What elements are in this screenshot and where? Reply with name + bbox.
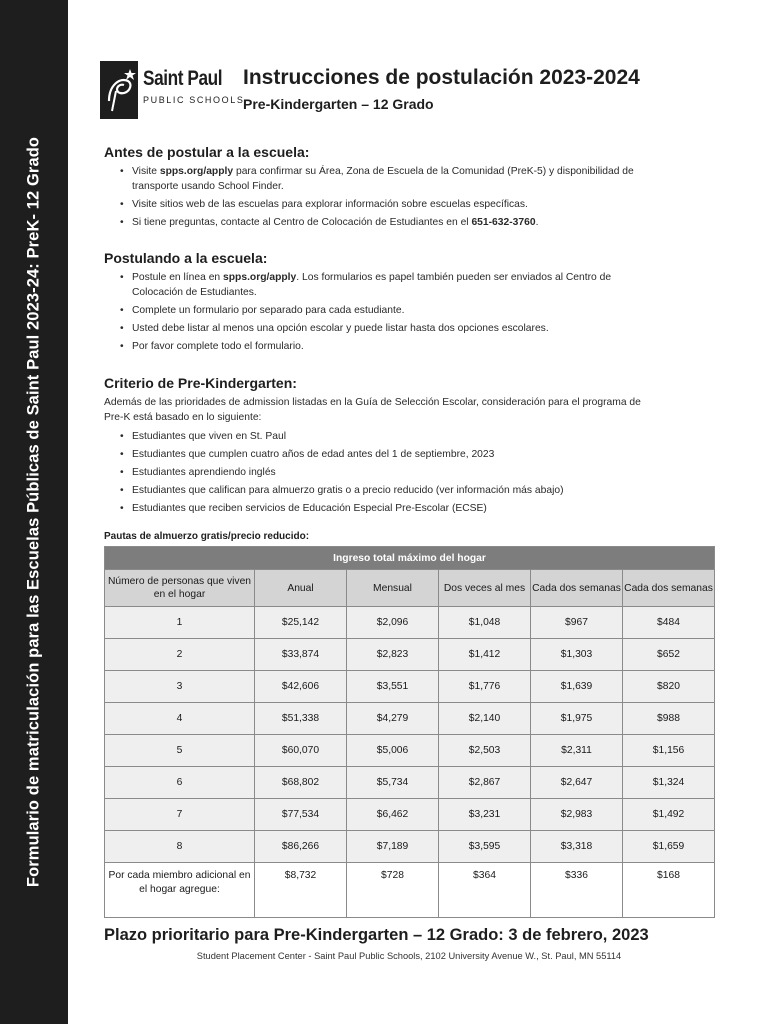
prek-list (104, 429, 664, 519)
table-row-additional (105, 863, 715, 918)
apply-link[interactable]: spps.org/apply (223, 272, 297, 283)
deadline-banner: Plazo prioritario para Pre-Kindergarten – 12 Grado: 3 de febrero, 2023 (104, 926, 649, 944)
table-cell: $33,874 (255, 639, 347, 671)
list-item: • Estudiantes que califican para almuerzo gratis o a precio reducido (ver información más abajo) (120, 485, 564, 496)
table-cell: $42,606 (255, 671, 347, 703)
table-cell: $1,975 (531, 703, 623, 735)
table-cell: 8 (105, 831, 255, 863)
table-main-header: Ingreso total máximo del hogar (105, 547, 715, 570)
table-cell: 7 (105, 799, 255, 831)
table-cell: $3,231 (439, 799, 531, 831)
table-cell: $51,338 (255, 703, 347, 735)
before-list (104, 164, 664, 233)
list-item: • Estudiantes aprendiendo inglés (120, 467, 276, 478)
table-cell: $2,311 (531, 735, 623, 767)
table-cell: $2,867 (439, 767, 531, 799)
table-cell: $6,462 (347, 799, 439, 831)
list-item: • Estudiantes que cumplen cuatro años de edad antes del 1 de septiembre, 2023 (120, 449, 495, 460)
table-cell: $336 (531, 863, 623, 918)
table-cell: 4 (105, 703, 255, 735)
table-row (105, 799, 715, 831)
column-header: Cada dos semanas (531, 570, 623, 607)
apply-link[interactable]: spps.org/apply (159, 166, 234, 177)
table-cell: $988 (623, 703, 715, 735)
column-header: Mensual (347, 570, 439, 607)
table-row (105, 703, 715, 735)
table-cell: $2,140 (439, 703, 531, 735)
column-header: Anual (255, 570, 347, 607)
table-cell: $1,324 (623, 767, 715, 799)
table-cell: $2,096 (347, 607, 439, 639)
table-cell: $2,647 (531, 767, 623, 799)
table-cell: $3,551 (347, 671, 439, 703)
table-row (105, 639, 715, 671)
column-header: Dos veces al mes (439, 570, 531, 607)
table-row (105, 831, 715, 863)
table-cell: $86,266 (255, 831, 347, 863)
table-cell: $3,318 (531, 831, 623, 863)
table-cell: $68,802 (255, 767, 347, 799)
applying-list (104, 270, 664, 357)
list-item: • Usted debe listar al menos una opción escolar y puede listar hasta dos opciones escolares. (120, 323, 549, 334)
table-cell: Por cada miembro adicional en el hogar agregue: (105, 863, 255, 918)
logo-subtitle: PUBLIC SCHOOLS (143, 95, 245, 105)
page-title: Instrucciones de postulación 2023-2024 (243, 66, 640, 89)
list-item: • Postule en línea en spps.org/apply. Los formularios es papel también pueden ser enviados al Centro de Colocación de Estudiantes. (120, 272, 612, 298)
table-cell: $1,303 (531, 639, 623, 671)
list-item: • Si tiene preguntas, contacte al Centro de Colocación de Estudiantes en el 651-632-3760. (120, 217, 539, 228)
table-cell: $364 (439, 863, 531, 918)
table-cell: $2,983 (531, 799, 623, 831)
prek-heading: Criterio de Pre-Kindergarten: (104, 375, 297, 391)
table-cell: $1,492 (623, 799, 715, 831)
table-cell: $1,156 (623, 735, 715, 767)
table-cell: $8,732 (255, 863, 347, 918)
table-cell: $484 (623, 607, 715, 639)
sidebar-title: Formulario de matriculación para las Escuelas Públicas de Saint Paul 2023-24: PreK- 12 Grado (24, 136, 43, 888)
table-label: Pautas de almuerzo gratis/precio reducido: (104, 531, 310, 542)
sidebar-band (0, 0, 68, 1024)
table-cell: $168 (623, 863, 715, 918)
table-row (105, 671, 715, 703)
table-cell: $5,006 (347, 735, 439, 767)
column-header: Cada dos semanas (623, 570, 715, 607)
table-cell: 5 (105, 735, 255, 767)
table-row (105, 607, 715, 639)
table-cell: $652 (623, 639, 715, 671)
applying-heading: Postulando a la escuela: (104, 250, 268, 266)
table-cell: $3,595 (439, 831, 531, 863)
income-table (104, 546, 715, 918)
table-cell: $1,776 (439, 671, 531, 703)
list-item: • Visite sitios web de las escuelas para explorar información sobre escuelas específicas. (120, 199, 528, 210)
logo-emblem-icon (100, 61, 138, 119)
list-item: • Por favor complete todo el formulario. (120, 341, 304, 352)
list-item: • Estudiantes que reciben servicios de Educación Especial Pre-Escolar (ECSE) (120, 503, 487, 514)
table-cell: $2,503 (439, 735, 531, 767)
table-cell: 2 (105, 639, 255, 671)
table-cell: $1,659 (623, 831, 715, 863)
table-cell: $728 (347, 863, 439, 918)
table-row (105, 767, 715, 799)
table-cell: $77,534 (255, 799, 347, 831)
table-cell: $967 (531, 607, 623, 639)
table-cell: $820 (623, 671, 715, 703)
table-cell: $2,823 (347, 639, 439, 671)
list-item: • Complete un formulario por separado para cada estudiante. (120, 305, 405, 316)
logo-name: Saint Paul (143, 67, 223, 90)
list-item: • Visite spps.org/apply para confirmar su Área, Zona de Escuela de la Comunidad (PreK-5) y disponibilidad de transporte usando School Finder. (120, 166, 634, 192)
table-cell: $25,142 (255, 607, 347, 639)
table-cell: $1,639 (531, 671, 623, 703)
table-cell: $4,279 (347, 703, 439, 735)
table-cell: 3 (105, 671, 255, 703)
phone-number: 651-632-3760 (471, 217, 536, 228)
table-cell: $1,412 (439, 639, 531, 671)
table-row (105, 735, 715, 767)
prek-intro: Además de las prioridades de admission listadas en la Guía de Selección Escolar, consideración para el programa de Pre-K está basado en lo siguiente: (104, 397, 641, 423)
table-cell: 6 (105, 767, 255, 799)
before-heading: Antes de postular a la escuela: (104, 144, 310, 160)
table-cell: 1 (105, 607, 255, 639)
table-cell: $5,734 (347, 767, 439, 799)
table-cell: $1,048 (439, 607, 531, 639)
column-header: Número de personas que viven en el hogar (105, 570, 255, 607)
table-cell: $7,189 (347, 831, 439, 863)
spps-logo (100, 61, 245, 121)
table-cell: $60,070 (255, 735, 347, 767)
page-subtitle: Pre-Kindergarten – 12 Grado (243, 96, 434, 112)
footer-address: Student Placement Center - Saint Paul Public Schools, 2102 University Avenue W., St. Paul, MN 55114 (196, 951, 622, 961)
list-item: • Estudiantes que viven en St. Paul (120, 431, 286, 442)
